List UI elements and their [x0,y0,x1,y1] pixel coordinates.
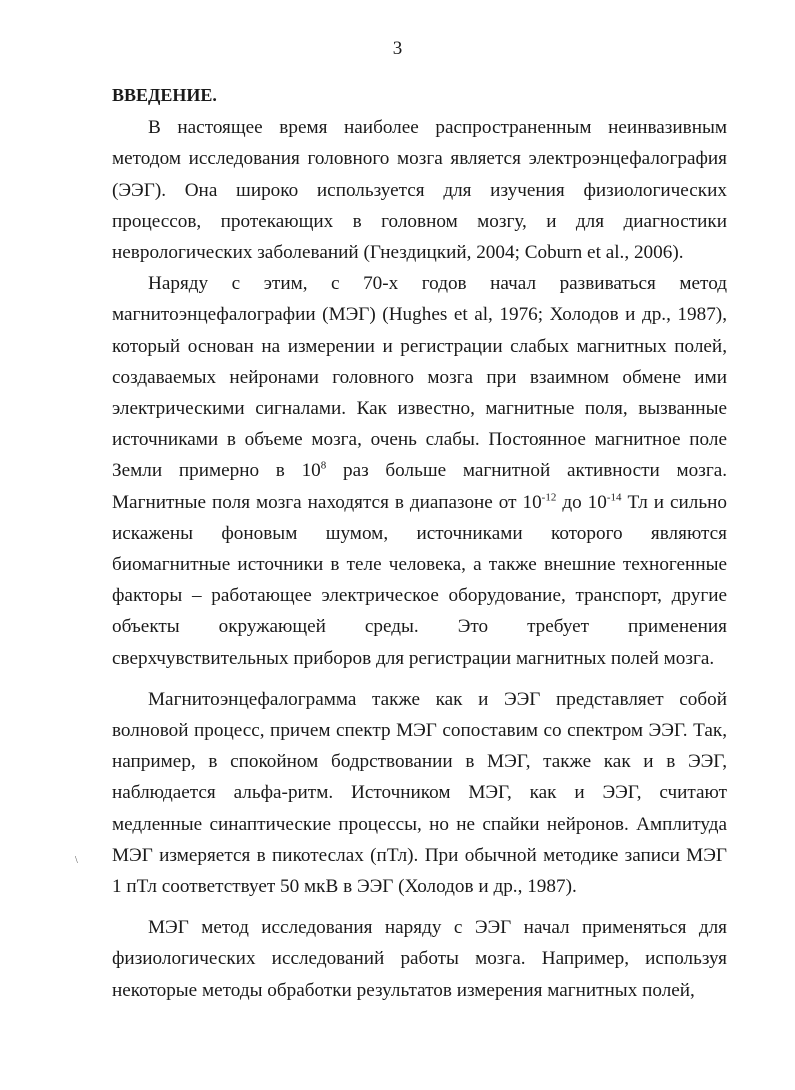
paragraph-meg-research: МЭГ метод исследования наряду с ЭЭГ начал применяться для физиологических исследований работы мозга. Например, используя некоторые методы обработки результатов измерения магнитных полей, [112,917,727,1001]
exponent-earth-field: 8 [320,460,327,473]
exponent-range-low: -12 [541,491,557,504]
paragraph-meg-text-4: Тл и сильно искажены фоновым шумом, источниками которого являются биомагнитные источники в теле человека, а также внешние техногенные факторы – работающее электрическое оборудование, транспорт, другие объекты окружающей среды. Это требует применения сверхчувствительных приборов для регистрации магнитных полей мозга. [112,491,727,669]
section-heading: ВВЕДЕНИЕ. [112,85,217,105]
paragraph-meg-text-2: раз больше магнитной активности мозга. Магнитные поля мозга находятся в диапазоне от 10 [112,460,728,513]
paragraph-meg-method [112,268,727,674]
paragraph-eeg-intro: В настоящее время наиболее распространенным неинвазивным методом исследования головного мозга является электроэнцефалография (ЭЭГ). Она широко используется для изучения физиологических процессов, протекающих в головном мозгу, и для диагностики неврологических заболеваний (Гнездицкий, 2004; Coburn et al., 2006). [112,117,727,264]
exponent-range-high: -14 [606,491,622,504]
document-body [112,80,727,1006]
paragraph-meg-text-1: Наряду с этим, с 70-х годов начал развиваться метод магнитоэнцефалографии (МЭГ) (Hughes et al, 1976; Холодов и др., 1987), который основан на измерении и регистрации слабых магнитных полей, создаваемых нейронами головного мозга при взаимном обмене ими электрическими сигналами. Как известно, магнитные поля, вызванные источниками в объеме мозга, очень слабы. Постоянное магнитное поле Земли примерно в 10 [112,273,727,482]
paragraph-meg-text-3: до 10 [556,491,607,513]
scan-artifact-mark: \ [75,855,78,866]
paragraph-meg-spectrum: Магнитоэнцефалограмма также как и ЭЭГ представляет собой волновой процесс, причем спектр МЭГ сопоставим со спектром ЭЭГ. Так, например, в спокойном бодрствовании в МЭГ, также как и в ЭЭГ, наблюдается альфа-ритм. Источником МЭГ, как и ЭЭГ, считают медленные синаптические процессы, но не спайки нейронов. Амплитуда МЭГ измеряется в пикотеслах (пТл). При обычной методике записи МЭГ 1 пТл соответствует 50 мкВ в ЭЭГ (Холодов и др., 1987). [112,688,727,898]
page-number: 3 [392,38,403,59]
